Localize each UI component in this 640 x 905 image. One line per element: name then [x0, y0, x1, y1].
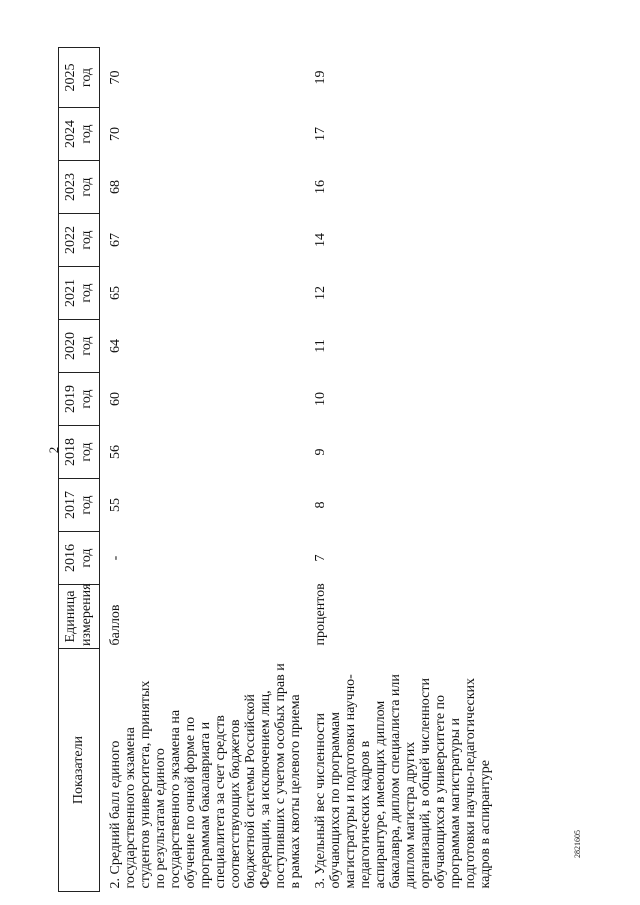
- header-year-suffix: год: [79, 442, 94, 462]
- header-year: 2022: [63, 226, 78, 254]
- table-row: [309, 48, 495, 892]
- document-code: 2821605: [573, 830, 582, 858]
- value-2023: 68: [108, 180, 123, 194]
- header-year: 2020: [63, 332, 78, 360]
- value-2017: 8: [313, 501, 328, 509]
- header-year-2016: [59, 532, 100, 585]
- header-year-suffix: год: [79, 283, 94, 303]
- indicator-line: государственного экзамена на: [168, 709, 183, 889]
- value-2020: 11: [313, 339, 328, 353]
- indicators-table-frame: [58, 47, 621, 892]
- header-unit-line: измерения: [79, 583, 94, 646]
- header-unit: [59, 585, 100, 649]
- value-2021: 65: [108, 286, 123, 300]
- value-2021: 12: [313, 286, 328, 300]
- header-year-suffix: год: [79, 548, 94, 568]
- indicator-cell: [104, 649, 305, 892]
- indicator-line: в рамках квоты целевого приема: [288, 694, 303, 889]
- value-2018: 56: [108, 445, 123, 459]
- header-year: 2018: [63, 438, 78, 466]
- indicator-line: педагогических кадров в: [358, 740, 373, 889]
- indicator-line: 3. Удельный вес численности: [313, 713, 328, 889]
- header-year-2025: [59, 48, 100, 108]
- header-year-2021: [59, 267, 100, 320]
- indicator-line: бюджетной системы Российской: [243, 694, 258, 889]
- value-2016: -: [108, 555, 123, 561]
- indicator-line: студентов университета, принятых: [138, 680, 153, 889]
- value-2016: 7: [313, 554, 328, 562]
- header-year-suffix: год: [79, 124, 94, 144]
- header-year: 2023: [63, 173, 78, 201]
- unit-cell: процентов: [313, 583, 328, 646]
- indicators-table-rotated: [58, 47, 621, 892]
- indicator-line: 2. Средний балл единого: [108, 740, 123, 889]
- value-2025: 70: [108, 70, 123, 85]
- indicator-line: аспирантуре, имеющих диплом: [373, 700, 388, 889]
- indicator-line: обучающихся в университете по: [433, 694, 448, 889]
- header-year-suffix: год: [79, 336, 94, 356]
- indicator-line: программам магистратуры и: [448, 717, 463, 889]
- indicator-line: государственного экзамена: [123, 727, 138, 889]
- header-year: 2019: [63, 385, 78, 413]
- indicator-line: обучение по очной форме по: [183, 716, 198, 889]
- indicator-line: специалитета за счет средств: [213, 715, 228, 889]
- header-year-2024: [59, 108, 100, 161]
- header-year: 2025: [63, 63, 78, 92]
- header-year-suffix: год: [79, 67, 94, 88]
- value-2022: 14: [313, 233, 328, 247]
- table-row: [104, 48, 305, 892]
- table-header-row: [59, 48, 100, 892]
- value-2017: 55: [108, 498, 123, 512]
- header-year-2017: [59, 479, 100, 532]
- indicator-cell: [309, 649, 495, 892]
- header-indicator: Показатели: [59, 649, 100, 892]
- indicator-line: организаций, в общей численности: [418, 678, 433, 889]
- indicators-table: [58, 47, 495, 892]
- header-unit-line: Единица: [63, 590, 78, 643]
- indicator-line: магистратуры и подготовки научно-: [343, 674, 358, 889]
- indicator-line: диплом магистра других: [403, 741, 418, 889]
- indicator-line: соответствующих бюджетов: [228, 719, 243, 889]
- indicator-line: бакалавра, диплом специалиста или: [388, 674, 403, 889]
- value-2025: 19: [313, 70, 328, 85]
- header-year-suffix: год: [79, 495, 94, 515]
- indicator-line: программам бакалавриата и: [198, 721, 213, 889]
- value-2023: 16: [313, 180, 328, 194]
- header-year-2022: [59, 214, 100, 267]
- header-year-2020: [59, 320, 100, 373]
- indicator-line: кадров в аспирантуре: [478, 760, 493, 889]
- value-2020: 64: [108, 339, 123, 353]
- page-number: 2: [46, 446, 61, 454]
- value-2024: 17: [313, 127, 328, 141]
- header-year-2023: [59, 161, 100, 214]
- indicator-line: по результатам единого: [153, 748, 168, 889]
- header-year: 2016: [63, 544, 78, 572]
- indicator-line: обучающихся по программам: [328, 712, 343, 889]
- unit-cell: баллов: [108, 604, 123, 646]
- header-year: 2017: [63, 491, 78, 519]
- value-2018: 9: [313, 448, 328, 456]
- header-year: 2024: [63, 120, 78, 148]
- header-year-suffix: год: [79, 177, 94, 197]
- value-2022: 67: [108, 233, 123, 247]
- indicator-line: поступивших с учетом особых прав и: [273, 663, 288, 889]
- indicator-line: подготовки научно-педагогических: [463, 677, 478, 889]
- header-year-2019: [59, 373, 100, 426]
- value-2024: 70: [108, 127, 123, 141]
- indicator-line: Федерации, за исключением лиц,: [258, 690, 273, 889]
- value-2019: 10: [313, 392, 328, 406]
- header-year-suffix: год: [79, 389, 94, 409]
- header-year: 2021: [63, 279, 78, 307]
- value-2019: 60: [108, 392, 123, 406]
- header-year-2018: [59, 426, 100, 479]
- header-year-suffix: год: [79, 230, 94, 250]
